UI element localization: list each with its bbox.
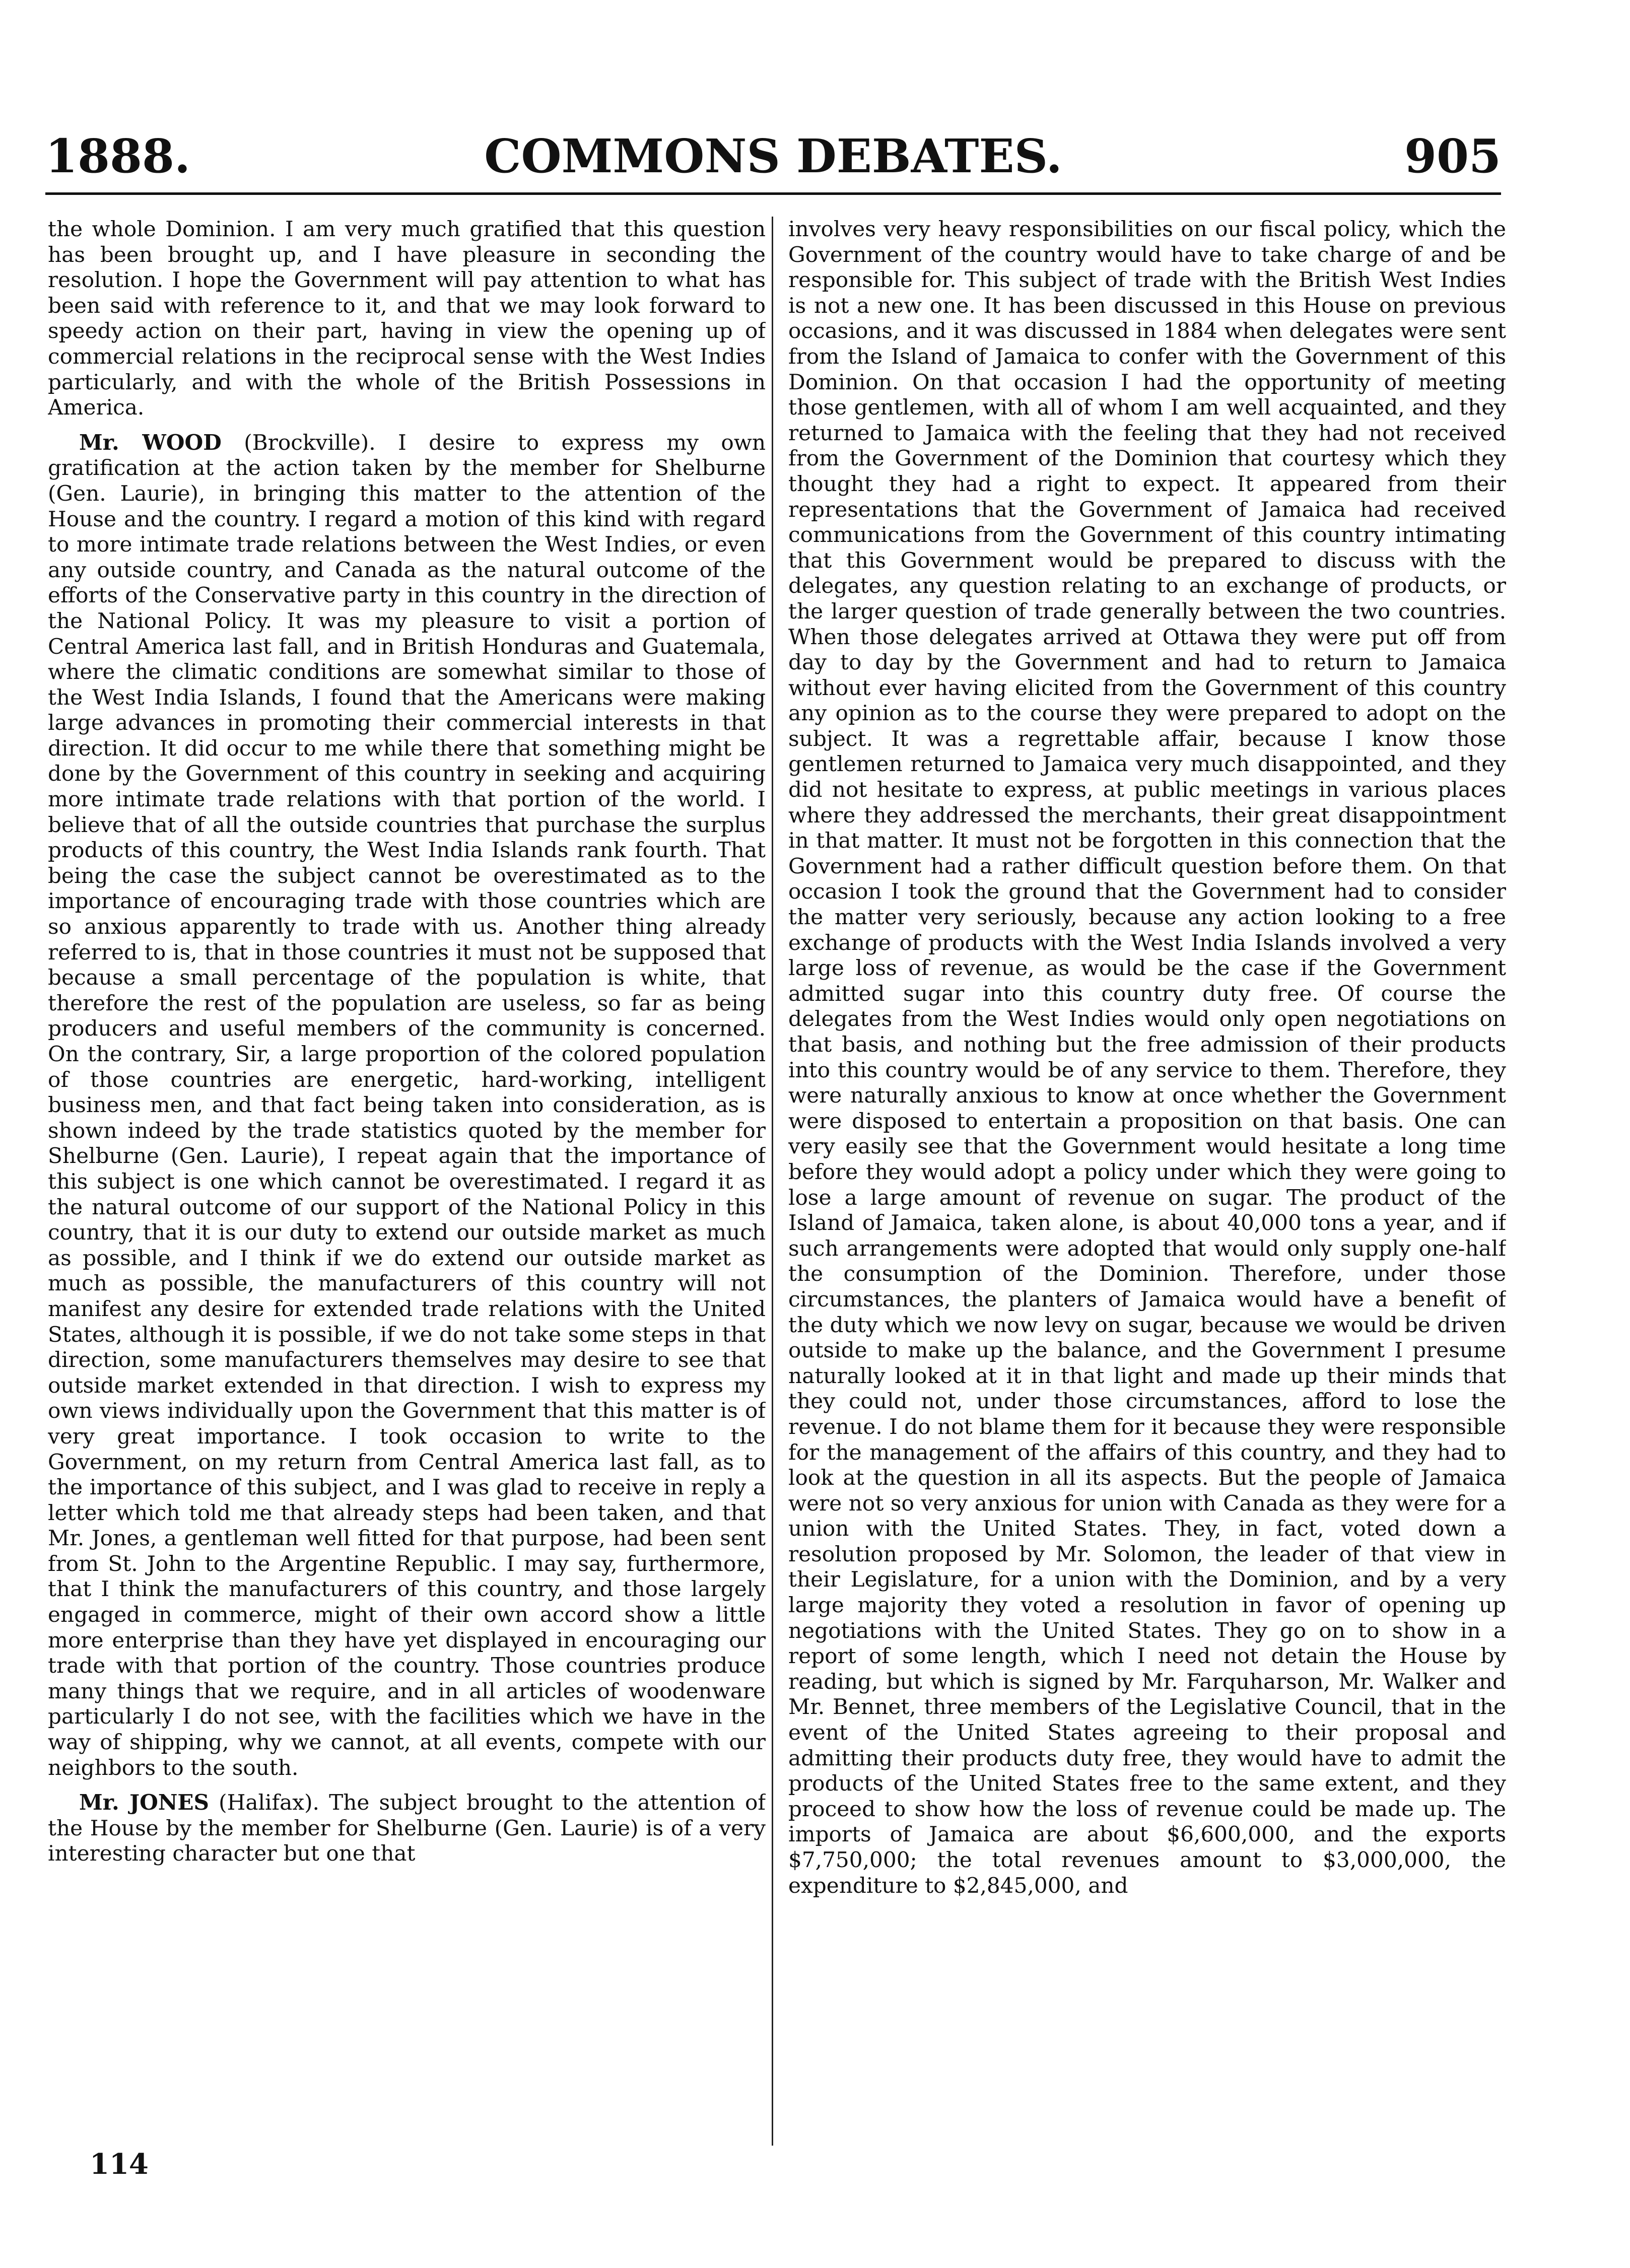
header-page-number: 905 bbox=[1404, 129, 1501, 183]
left-column bbox=[48, 217, 766, 2146]
header-year: 1888. bbox=[45, 129, 191, 183]
speaker-riding: (Halifax). bbox=[219, 1790, 319, 1815]
speaker-name: Mr. WOOD bbox=[79, 429, 222, 455]
speaker-riding: (Brockville). bbox=[244, 430, 376, 455]
paragraph-continuation: involves very heavy responsibilities on our fiscal policy, which the Government of the country would have to take charge of and be responsible for. This subject of trade with the British West Indies is not a new one. It has been discussed in this House on previous occasions, and it was discussed in 1884 when delegates were sent from the Island of Jamaica to confer with the Government of this Dominion. On that occasion I had the opportunity of meeting those gentlemen, with all of whom I am well acquainted, and they returned to Jamaica with the feeling that they had not received from the Government of the Dominion that courtesy which they thought they had a right to expect. It appeared from their representations that the Government of Jamaica had received communications from the Government of this country intimating that this Government would be prepared to discuss with the delegates, any question relating to an exchange of products, or the larger question of trade generally between the two countries. When those delegates arrived at Ottawa they were put off from day to day by the Government and had to return to Jamaica without ever having elicited from the Government of this country any opinion as to the course they were prepared to adopt on the subject. It was a regrettable affair, because I know those gentlemen returned to Jamaica very much disappointed, and they did not hesitate to express, at public meetings in various places where they addressed the merchants, their great disappointment in that matter. It must not be forgotten in this connection that the Government had a rather difficult question before them. On that occasion I took the ground that the Government had to consider the matter very seriously, because any action looking to a free exchange of products with the West India Islands involved a very large loss of revenue, as would be the case if the Government admitted sugar into this country duty free. Of course the delegates from the West Indies would only open negotiations on that basis, and nothing but the free admission of their products into this country would be of any service to them. Therefore, they were naturally anxious to know at once whether the Government were disposed to entertain a proposition on that basis. One can very easily see that the Government would hesitate a long time before they would adopt a policy under which they were going to lose a large amount of revenue on sugar. The product of the Island of Jamaica, taken alone, is about 40,000 tons a year, and if such arrangements were adopted that would only supply one-half the consumption of the Dominion. Therefore, under those circumstances, the planters of Jamaica would have a benefit of the duty which we now levy on sugar, because we would be driven outside to make up the balance, and the Government I presume naturally looked at it in that light and made up their minds that they could not, under those circumstances, afford to lose the revenue. I do not blame them for it because they were responsible for the management of the affairs of this country, and they had to look at the question in all its aspects. But the people of Jamaica were not so very anxious for union with Canada as they were for a union with the United States. They, in fact, voted down a resolution proposed by Mr. Solomon, the leader of that view in their Legislature, for a union with the Dominion, and by a very large majority they voted a resolution in favor of opening up negotiations with the United States. They go on to show in a report of some length, which I need not detain the House by reading, but which is signed by Mr. Farquharson, Mr. Walker and Mr. Bennet, three members of the Legislative Council, that in the event of the United States agreeing to their proposal and admitting their products duty free, they would have to admit the products of the United States free to the same extent, and they proceed to show how the loss of revenue could be made up. The imports of Jamaica are about $6,600,000, and the exports $7,750,000; the total revenues amount to $3,000,000, the expenditure to $2,845,000, and bbox=[788, 217, 1506, 1898]
speaker-name: Mr. JONES bbox=[79, 1790, 210, 1815]
right-column bbox=[788, 217, 1506, 2146]
header-title: COMMONS DEBATES. bbox=[484, 129, 1062, 183]
paragraph-continuation: the whole Dominion. I am very much gratified that this question has been brought up, and I have pleasure in seconding the resolution. I hope the Government will pay attention to what has been said with reference to it, and that we may look forward to speedy action on their part, having in view the opening up of commercial relations in the reciprocal sense with the West Indies particularly, and with the whole of the British Possessions in America. bbox=[48, 217, 766, 420]
speech-text: I desire to express my own gratification at the action taken by the member for Shelburne (Gen. Laurie), in bringing this matter to the attention of the House and the country. I regard a motion of this kind with regard to more intimate trade relations between the West Indies, or even any outside country, and Canada as the natural outcome of the efforts of the Conservative party in this country in the direction of the National Policy. It was my pleasure to visit a portion of Central America last fall, and in British Honduras and Guatemala, where the climatic conditions are somewhat similar to those of the West India Islands, I found that the Americans were making large advances in promoting their commercial interests in that direction. It did occur to me while there that something might be done by the Government of this country in seeking and acquiring more intimate trade relations with that portion of the world. I believe that of all the outside countries that purchase the surplus products of this country, the West India Islands rank fourth. That being the case the subject cannot be overestimated as to the importance of encouraging trade with those countries which are so anxious apparently to trade with us. Another thing already referred to is, that in those countries it must not be supposed that because a small percentage of the population is white, that therefore the rest of the population are useless, so far as being producers and useful members of the community is concerned. On the contrary, Sir, a large proportion of the colored population of those countries are energetic, hard-working, intelligent business men, and that fact being taken into consideration, as is shown indeed by the trade statistics quoted by the member for Shelburne (Gen. Laurie), I repeat again that the importance of this subject is one which cannot be overestimated. I regard it as the natural outcome of our support of the National Policy in this country, that it is our duty to extend our outside market as much as possible, and I think if we do extend our outside market as much as possible, the manufacturers of this country will not manifest any desire for extended trade relations with the United States, although it is possible, if we do not take some steps in that direction, some manufacturers themselves may desire to see that outside market extended in that direction. I wish to express my own views individually upon the Government that this matter is of very great importance. I took occasion to write to the Government, on my return from Central America last fall, as to the importance of this subject, and I was glad to receive in reply a letter which told me that already steps had been taken, and that Mr. Jones, a gentleman well fitted for that purpose, had been sent from St. John to the Argentine Republic. I may say, furthermore, that I think the manufacturers of this country, and those largely engaged in commerce, might of their own accord show a little more enterprise than they have yet displayed in encouraging our trade with that portion of the country. Those countries produce many things that we require, and in all articles of woodenware particularly I do not see, with the facilities which we have in the way of shipping, why we cannot, at all events, compete with our neighbors to the south. bbox=[48, 430, 766, 1780]
signature-mark: 114 bbox=[90, 2148, 149, 2181]
column-divider bbox=[772, 217, 773, 2146]
speech-text: The subject brought to the attention of the House by the member for Shelburne (Gen. Laurie) is of a very interesting character but one that bbox=[48, 1790, 766, 1866]
speech-jones bbox=[48, 1790, 766, 1867]
header-rule bbox=[45, 192, 1501, 195]
speech-wood bbox=[48, 430, 766, 1780]
page-header bbox=[45, 123, 1501, 189]
